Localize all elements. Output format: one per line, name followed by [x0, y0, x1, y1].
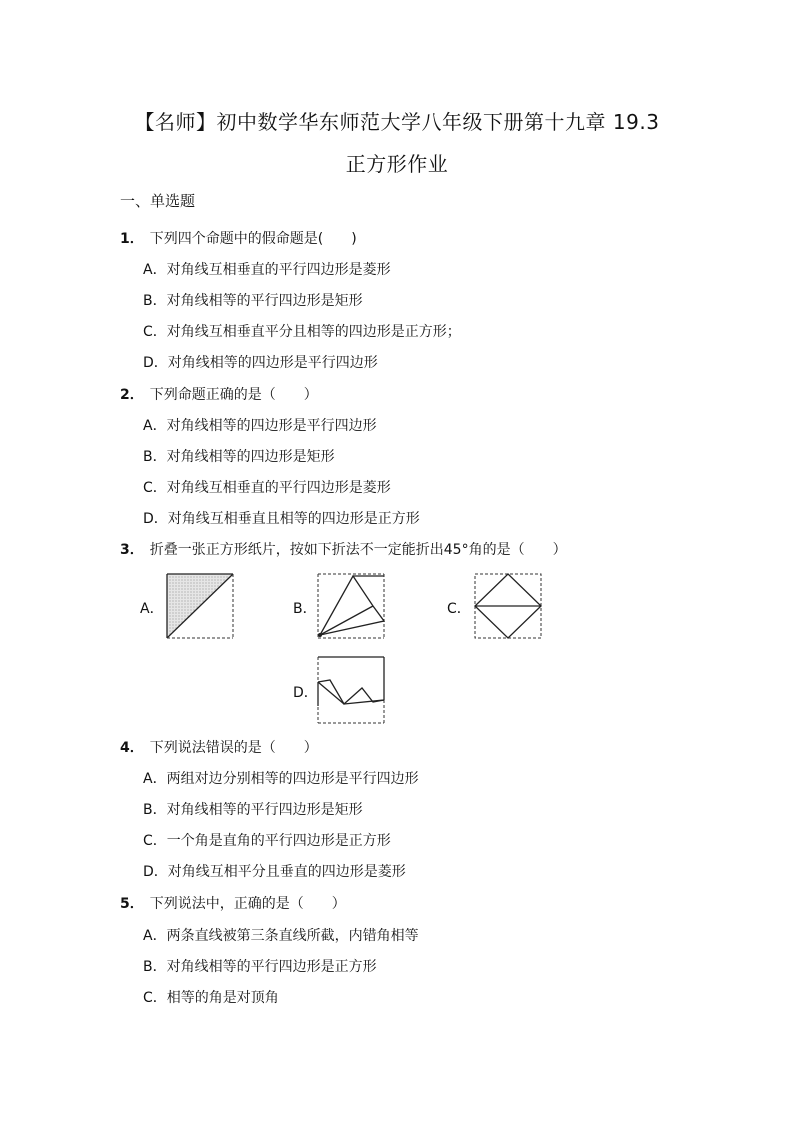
q5-option-c: C．相等的角是对顶角 [143, 990, 279, 1006]
q2-option-b: B．对角线相等的四边形是矩形 [143, 449, 335, 465]
q1-option-c: C．对角线互相垂直平分且相等的四边形是正方形； [143, 324, 461, 340]
page-title-line-1: 【名师】初中数学华东师范大学八年级下册第十九章 19.3 [134, 110, 660, 134]
question-number: 3． [120, 542, 144, 558]
q3-figure-label-d: D． [293, 685, 318, 701]
q1-option-b: B．对角线相等的平行四边形是矩形 [143, 293, 363, 309]
q2-option-a: A．对角线相等的四边形是平行四边形 [143, 418, 377, 434]
question-number: 2． [120, 387, 144, 403]
q3-figure-a [166, 573, 234, 639]
section-heading: 一、单选题 [120, 192, 196, 210]
question-text: 折叠一张正方形纸片，按如下折法不一定能折出45°角的是（ ） [149, 542, 567, 558]
q4-option-b: B．对角线相等的平行四边形是矩形 [143, 802, 363, 818]
question-number: 5． [120, 896, 144, 912]
q3-figure-c [474, 573, 542, 639]
q4-option-c: C．一个角是直角的平行四边形是正方形 [143, 833, 391, 849]
q5-option-a: A．两条直线被第三条直线所截，内错角相等 [143, 928, 419, 944]
question-4 [120, 737, 318, 757]
q2-option-c: C．对角线互相垂直的平行四边形是菱形 [143, 480, 391, 496]
q3-figure-b [317, 573, 385, 639]
q3-figure-label-c: C． [447, 601, 471, 617]
q3-figure-label-b: B． [293, 601, 317, 617]
q3-figure-label-a: A． [140, 601, 164, 617]
q5-option-b: B．对角线相等的平行四边形是正方形 [143, 959, 377, 975]
question-3 [120, 539, 567, 559]
question-text: 下列说法错误的是（ ） [149, 740, 318, 756]
page-title-line-2: 正方形作业 [345, 152, 449, 176]
question-text: 下列四个命题中的假命题是( ) [149, 231, 357, 247]
question-1 [120, 228, 357, 248]
q1-option-a: A．对角线互相垂直的平行四边形是菱形 [143, 262, 391, 278]
q4-option-a: A．两组对边分别相等的四边形是平行四边形 [143, 771, 419, 787]
question-text: 下列命题正确的是（ ） [149, 387, 318, 403]
q3-figure-d [317, 656, 385, 724]
question-number: 1． [120, 231, 144, 247]
q4-option-d: D．对角线互相平分且垂直的四边形是菱形 [143, 864, 406, 880]
question-5 [120, 893, 346, 913]
question-2 [120, 384, 318, 404]
question-text: 下列说法中，正确的是（ ） [149, 896, 346, 912]
question-number: 4． [120, 740, 144, 756]
q2-option-d: D．对角线互相垂直且相等的四边形是正方形 [143, 511, 420, 527]
q1-option-d: D．对角线相等的四边形是平行四边形 [143, 355, 378, 371]
